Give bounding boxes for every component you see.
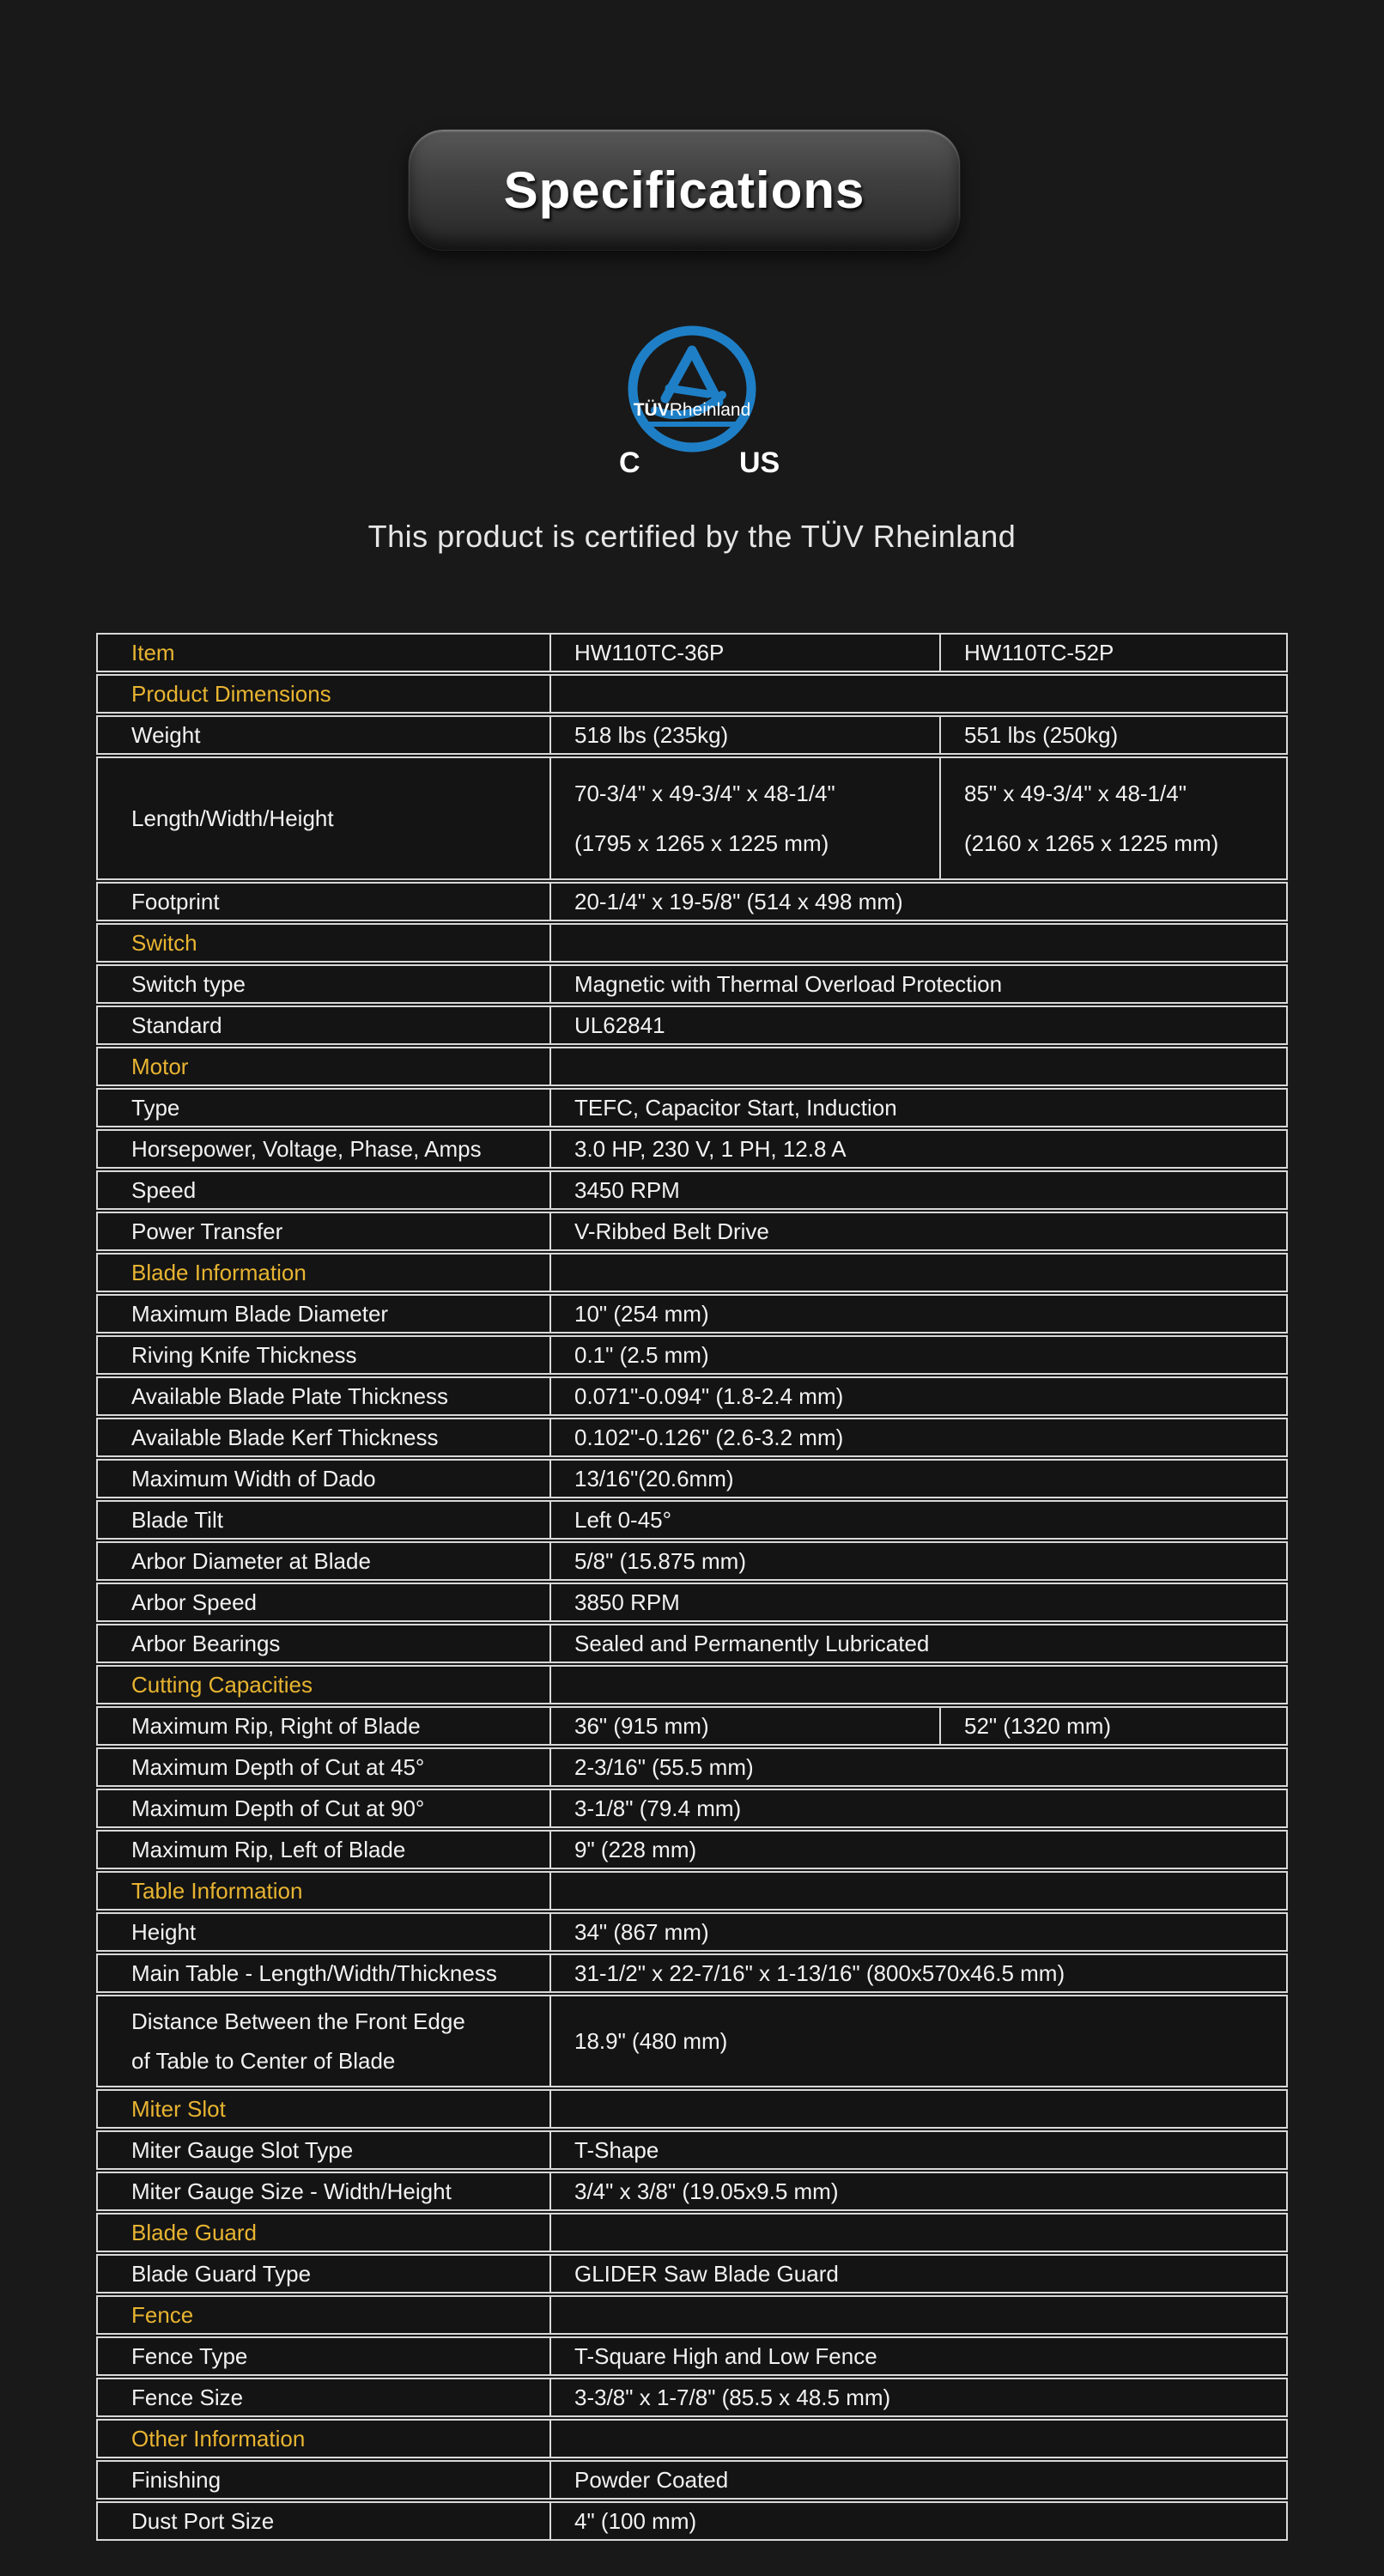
cell-text: 0.1" (2.5 mm) [574,1341,709,1368]
row-value [551,2338,1286,2374]
cell-text: V-Ribbed Belt Drive [574,1218,769,1244]
row-label [98,717,551,753]
row-value-52p [941,717,1286,753]
row-label [98,1625,551,1662]
row-label [98,1502,551,1538]
section-label [98,1667,551,1703]
cell-text: 20-1/4" x 19-5/8" (514 x 498 mm) [574,888,903,914]
header-cell-model-52p [941,635,1286,671]
row-value [551,1914,1286,1950]
spec-table [96,633,1288,2541]
spec-row-fence-size [96,2378,1288,2417]
cell-text: Switch [131,929,197,956]
row-value [551,2173,1286,2209]
row-label [98,2338,551,2374]
spec-row-switch-type [96,964,1288,1004]
row-value [551,2256,1286,2292]
cell-text: 4" (100 mm) [574,2507,697,2534]
spec-row-horsepower-voltage-phase-amps [96,1129,1288,1169]
spec-row-miter-gauge-slot-type [96,2130,1288,2170]
section-row-other-information [96,2419,1288,2458]
spec-row-riving-knife-thickness [96,1335,1288,1375]
logo-us-label: US [739,447,780,479]
cell-text: 3850 RPM [574,1589,680,1615]
row-value [551,676,1286,712]
section-row-motor [96,1047,1288,1086]
row-label [98,1461,551,1497]
cell-text: Other Information [131,2425,306,2451]
row-value [551,2503,1286,2539]
section-row-table-information [96,1871,1288,1911]
cell-line: (2160 x 1265 x 1225 mm) [964,829,1219,856]
cell-text: Blade Tilt [131,1506,223,1533]
row-value [551,2215,1286,2251]
spec-row-weight [96,715,1288,755]
cell-text: Maximum Width of Dado [131,1465,376,1492]
row-value [551,2379,1286,2415]
cell-text: Powder Coated [574,2466,729,2493]
section-label [98,1873,551,1909]
row-value [551,1996,1286,2086]
row-value [551,1378,1286,1414]
cell-text: Cutting Capacities [131,1671,313,1698]
row-value [551,1090,1286,1126]
specifications-button[interactable] [408,129,961,251]
row-value-36p [551,717,941,753]
spec-row-footprint [96,882,1288,921]
cell-text: Maximum Rip, Left of Blade [131,1836,406,1862]
spec-row-speed [96,1170,1288,1210]
cell-text: Horsepower, Voltage, Phase, Amps [131,1135,482,1162]
row-value [551,1255,1286,1291]
row-label [98,1955,551,1991]
row-label [98,1749,551,1785]
cell-text: 2-3/16" (55.5 mm) [574,1753,754,1780]
cell-line: 70-3/4" x 49-3/4" x 48-1/4" [574,781,835,806]
row-value-36p [551,758,941,878]
cell-text: Sealed and Permanently Lubricated [574,1630,930,1656]
row-value [551,2421,1286,2457]
cell-text: Product Dimensions [131,680,331,707]
cell-text: Arbor Speed [131,1589,257,1615]
spec-row-maximum-rip-right-of-blade [96,1706,1288,1746]
row-value [551,1048,1286,1084]
row-label [98,884,551,920]
cell-text: T-Shape [574,2136,659,2163]
row-label [98,2503,551,2539]
cell-text: Height [131,1918,197,1945]
cell-text: Maximum Rip, Right of Blade [131,1712,421,1739]
cell-text: Arbor Bearings [131,1630,281,1656]
cell-text: Standard [131,1012,222,1038]
spec-row-arbor-bearings [96,1624,1288,1663]
cell-text: 13/16"(20.6mm) [574,1465,734,1492]
row-value-52p [941,1708,1286,1744]
section-label [98,2215,551,2251]
row-label [98,1172,551,1208]
cell-text: Arbor Diameter at Blade [131,1547,371,1574]
row-value [551,925,1286,961]
cell-text: 518 lbs (235kg) [574,721,729,748]
row-value [551,1832,1286,1868]
cell-text: Left 0-45° [574,1506,672,1533]
cell-line: Distance Between the Front Edge [131,2008,465,2034]
row-value [551,1625,1286,1662]
spec-row-maximum-depth-of-cut-at-90 [96,1789,1288,1828]
row-label [98,1790,551,1826]
cell-text: Finishing [131,2466,222,2493]
logo-brand-text: TÜVRheinland [633,400,751,420]
cell-text: 551 lbs (250kg) [964,721,1119,748]
cell-text: Miter Slot [131,2095,226,2122]
cell-text: 3-1/8" (79.4 mm) [574,1795,742,1821]
row-value [551,2091,1286,2127]
cell-text: Item [131,639,175,665]
section-row-blade-information [96,1253,1288,1292]
spec-row-miter-gauge-size-width-height [96,2172,1288,2211]
cell-text: 3.0 HP, 230 V, 1 PH, 12.8 A [574,1135,847,1162]
spec-row-maximum-width-of-dado [96,1459,1288,1498]
row-value [551,2462,1286,2498]
spec-row-type [96,1088,1288,1127]
section-label [98,1255,551,1291]
tuv-rheinland-logo [609,325,780,483]
row-label [98,1007,551,1043]
spec-row-maximum-rip-left-of-blade [96,1830,1288,1869]
cell-text: Fence [131,2301,194,2328]
section-row-product-dimensions [96,674,1288,714]
row-label [98,1090,551,1126]
row-label [98,758,551,878]
row-label [98,2379,551,2415]
cell-text: Table Information [131,1877,303,1904]
section-row-miter-slot [96,2089,1288,2129]
cell-text: 10" (254 mm) [574,1300,709,1327]
spec-row-main-table-length-width-thickness [96,1953,1288,1993]
cell-text: HW110TC-52P [964,639,1114,665]
specifications-button-label: Specifications [503,161,865,219]
section-row-cutting-capacities [96,1665,1288,1704]
cell-text: Type [131,1094,180,1121]
cell-text: 5/8" (15.875 mm) [574,1547,746,1574]
cell-text: 36" (915 mm) [574,1712,709,1739]
row-value [551,1955,1286,1991]
cell-line: 85" x 49-3/4" x 48-1/4" [964,781,1187,806]
spec-row-length-width-height [96,756,1288,880]
spec-row-dust-port-size [96,2501,1288,2541]
cell-text: T-Square High and Low Fence [574,2342,877,2369]
logo-c-label: C [619,447,640,479]
cell-line: (1795 x 1265 x 1225 mm) [574,829,829,856]
cell-text: 34" (867 mm) [574,1918,709,1945]
cell-text: UL62841 [574,1012,665,1038]
row-value [551,1543,1286,1579]
cell-text: Speed [131,1176,197,1203]
spec-row-available-blade-kerf-thickness [96,1418,1288,1457]
row-label [98,1708,551,1744]
table-header-row [96,633,1288,672]
cell-text: 31-1/2" x 22-7/16" x 1-13/16" (800x570x46.5 mm) [574,1959,1065,1986]
cell-text: Switch type [131,970,246,997]
cell-text: TEFC, Capacitor Start, Induction [574,1094,897,1121]
spec-row-standard [96,1005,1288,1045]
row-value-52p [941,758,1286,878]
cell-text: Length/Width/Height [131,805,334,831]
row-label [98,1419,551,1455]
row-value [551,1419,1286,1455]
tuv-certification-icon [609,325,780,483]
row-label [98,1378,551,1414]
section-row-switch [96,923,1288,963]
row-label [98,1131,551,1167]
row-value [551,1213,1286,1249]
spec-row-arbor-diameter-at-blade [96,1541,1288,1581]
cell-line: of Table to Center of Blade [131,2047,396,2074]
cell-text: Blade Information [131,1259,307,1285]
row-label [98,1543,551,1579]
cell-text: Magnetic with Thermal Overload Protection [574,970,1003,997]
row-label [98,1337,551,1373]
cell-text: 52" (1320 mm) [964,1712,1112,1739]
cell-text: Blade Guard Type [131,2260,312,2287]
cell-text: 3450 RPM [574,1176,680,1203]
cell-text: Available Blade Plate Thickness [131,1382,449,1409]
cell-text: Miter Gauge Slot Type [131,2136,354,2163]
section-label [98,925,551,961]
cell-text: Available Blade Kerf Thickness [131,1424,439,1450]
row-value [551,1337,1286,1373]
row-label [98,2173,551,2209]
cell-text: GLIDER Saw Blade Guard [574,2260,839,2287]
section-row-fence [96,2295,1288,2335]
row-value [551,2132,1286,2168]
row-value-36p [551,1708,941,1744]
cell-text: 3-3/8" x 1-7/8" (85.5 x 48.5 mm) [574,2384,891,2410]
cell-text: Fence Type [131,2342,248,2369]
spec-row-blade-guard-type [96,2254,1288,2293]
spec-row-distance-between-the-front-edge [96,1995,1288,2087]
cell-text: Miter Gauge Size - Width/Height [131,2178,452,2204]
cell-text: 0.102"-0.126" (2.6-3.2 mm) [574,1424,844,1450]
row-label [98,1584,551,1620]
section-label [98,2297,551,2333]
cell-text: Main Table - Length/Width/Thickness [131,1959,497,1986]
cell-text: 18.9" (480 mm) [574,2027,728,2054]
cell-text: HW110TC-36P [574,639,725,665]
row-label [98,2462,551,2498]
header-cell-model-36p [551,635,941,671]
certification-text: This product is certified by the TÜV Rheinland [367,519,1017,554]
cell-text: Riving Knife Thickness [131,1341,357,1368]
row-value [551,1873,1286,1909]
row-value [551,1790,1286,1826]
row-label [98,1914,551,1950]
row-label [98,1213,551,1249]
section-row-blade-guard [96,2213,1288,2252]
cell-text: Maximum Depth of Cut at 90° [131,1795,425,1821]
row-value [551,2297,1286,2333]
row-label [98,2256,551,2292]
spec-row-arbor-speed [96,1583,1288,1622]
cell-text: Dust Port Size [131,2507,275,2534]
row-label [98,2132,551,2168]
row-value [551,1502,1286,1538]
spec-row-available-blade-plate-thickness [96,1376,1288,1416]
cell-text: 9" (228 mm) [574,1836,697,1862]
row-label [98,1296,551,1332]
row-value [551,884,1286,920]
row-value [551,1172,1286,1208]
cell-text: Maximum Depth of Cut at 45° [131,1753,425,1780]
spec-row-finishing [96,2460,1288,2500]
cell-text: 3/4" x 3/8" (19.05x9.5 mm) [574,2178,839,2204]
section-label [98,2421,551,2457]
spec-row-power-transfer [96,1212,1288,1251]
cell-text: Motor [131,1053,189,1079]
row-label [98,1832,551,1868]
header-cell-item [98,635,551,671]
row-label [98,1996,551,2086]
cell-text: Footprint [131,888,220,914]
spec-row-height [96,1912,1288,1952]
spec-row-fence-type [96,2336,1288,2376]
row-value [551,1749,1286,1785]
section-label [98,2091,551,2127]
cell-text: Blade Guard [131,2219,257,2245]
section-label [98,1048,551,1084]
cell-text: Fence Size [131,2384,244,2410]
row-label [98,966,551,1002]
row-value [551,1667,1286,1703]
row-value [551,1007,1286,1043]
spec-row-blade-tilt [96,1500,1288,1540]
spec-row-maximum-blade-diameter [96,1294,1288,1334]
spec-row-maximum-depth-of-cut-at-45 [96,1747,1288,1787]
cell-text: Maximum Blade Diameter [131,1300,389,1327]
cell-text: Weight [131,721,201,748]
section-label [98,676,551,712]
row-value [551,1461,1286,1497]
row-value [551,966,1286,1002]
row-value [551,1131,1286,1167]
cell-text: 0.071"-0.094" (1.8-2.4 mm) [574,1382,844,1409]
row-value [551,1296,1286,1332]
logo-underline [647,422,737,427]
cell-text: Power Transfer [131,1218,283,1244]
row-value [551,1584,1286,1620]
